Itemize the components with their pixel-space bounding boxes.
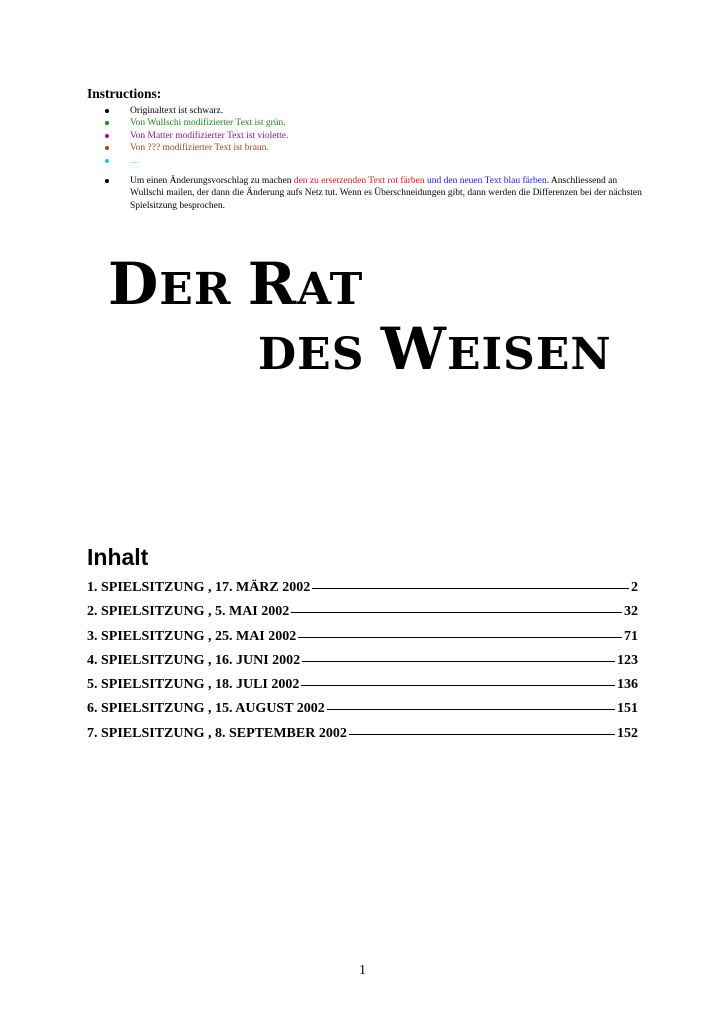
toc-entry-label: 1. SPIELSITZUNG , 17. MÄRZ 2002 [87, 580, 311, 595]
instruction-item [100, 105, 645, 117]
instruction-item [100, 130, 645, 142]
toc-entry-label: 6. SPIELSITZUNG , 15. AUGUST 2002 [87, 701, 325, 717]
toc-entry[interactable] [87, 629, 638, 653]
toc-entry-page: 151 [617, 701, 638, 717]
title-cap: W [380, 315, 447, 383]
toc-heading: Inhalt [87, 544, 149, 570]
title-cap: R [247, 250, 297, 318]
toc-entry[interactable] [87, 677, 638, 701]
instruction-item [100, 155, 645, 167]
instruction-text: Von Wullschi modifizierter Text ist grün. [130, 118, 286, 129]
toc-entry[interactable] [87, 580, 638, 604]
bullet-icon [105, 146, 109, 150]
instruction-text: Von ??? modifizierter Text ist braun. [130, 143, 269, 154]
bullet-icon [105, 109, 109, 113]
toc-leader [291, 612, 622, 613]
note-text: Um einen Änderungsvorschlag zu machen [130, 176, 294, 187]
instruction-item [100, 142, 645, 154]
note-text-end: . Anschliessend an Wullschi mailen, der dann die Änderung aufs Netz tut. Wenn es Überschneidungen gibt, dann werden die Differenzen bei der nächsten Spielsitzung besprochen. [130, 176, 642, 211]
toc-entry-page: 123 [617, 652, 638, 668]
instructions-heading: Instructions: [87, 86, 162, 101]
bullet-icon [105, 121, 109, 125]
title-smallcaps: DES [258, 329, 381, 380]
note-blue-text: und den neuen Text blau färben [424, 176, 547, 187]
toc-entry-page: 136 [617, 677, 638, 693]
bullet-icon [105, 159, 109, 163]
toc-entry-label: 7. SPIELSITZUNG , 8. SEPTEMBER 2002 [87, 725, 347, 741]
title-cap: D [108, 250, 160, 318]
instruction-text: Originaltext ist schwarz. [130, 106, 224, 116]
toc-leader [302, 661, 615, 662]
instruction-item [100, 117, 645, 129]
toc-entry-label: 2. SPIELSITZUNG , 5. MAI 2002 [87, 604, 290, 620]
title-smallcaps: ER [159, 264, 248, 315]
toc-entry-page: 71 [624, 628, 638, 644]
toc-leader [298, 637, 622, 638]
toc-entry-page: 2 [631, 580, 638, 595]
toc-entry[interactable] [87, 726, 638, 750]
toc-leader [312, 588, 629, 589]
title-smallcaps: AT [296, 264, 364, 315]
title-smallcaps: EISEN [446, 329, 612, 380]
bullet-icon [105, 179, 109, 183]
toc-entry-page: 32 [624, 604, 638, 620]
toc-entry[interactable] [87, 701, 638, 725]
toc-leader [327, 709, 615, 710]
title-line-1 [108, 250, 363, 318]
toc-entry[interactable] [87, 653, 638, 677]
toc-leader [349, 734, 615, 735]
note-red-text: den zu ersetzenden Text rot färben [293, 176, 425, 187]
bullet-icon [105, 134, 109, 138]
title-line-2 [258, 315, 612, 383]
toc-leader [301, 685, 615, 686]
page-number: 1 [359, 963, 366, 978]
toc-entry-label: 3. SPIELSITZUNG , 25. MAI 2002 [87, 628, 297, 644]
toc-entry-page: 152 [617, 725, 638, 741]
toc-entry-label: 5. SPIELSITZUNG , 18. JULI 2002 [87, 677, 300, 693]
instruction-text: Von Matter modifizierter Text ist violette. [130, 130, 289, 141]
instructions-list [100, 105, 645, 212]
toc-entry[interactable] [87, 604, 638, 628]
toc-entry-label: 4. SPIELSITZUNG , 16. JUNI 2002 [87, 652, 301, 668]
table-of-contents [87, 580, 638, 750]
instruction-text: … [130, 155, 140, 166]
instruction-note [100, 175, 645, 212]
